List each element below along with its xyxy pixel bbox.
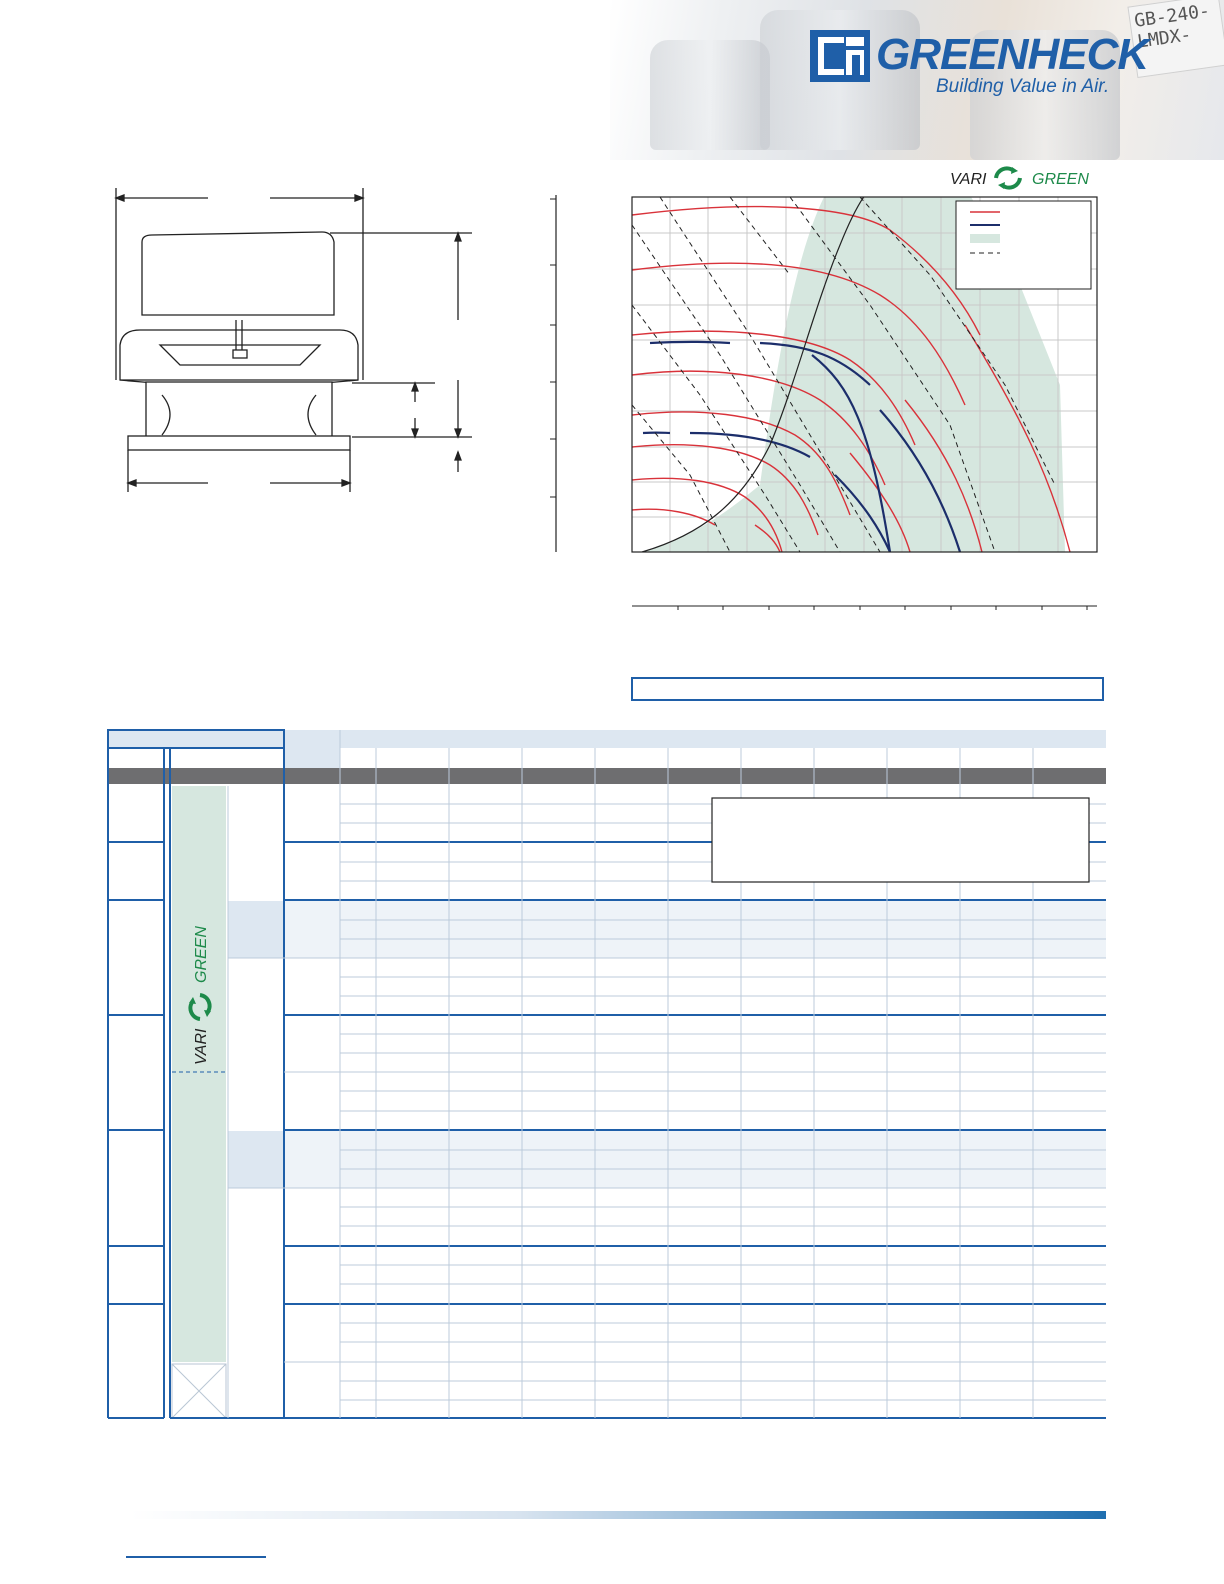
vari-green-vertical-logo [178, 920, 218, 1065]
shaded-subgroup-1 [228, 901, 284, 958]
shaded-row-group-1 [284, 901, 1106, 958]
table-header-left [108, 730, 284, 748]
vari-green-column [172, 786, 226, 1362]
vari-green-vertical-arrows-icon [189, 995, 211, 1019]
table-dark-band [108, 768, 1106, 784]
vari-text: VARI [950, 171, 987, 188]
brand-name: GREENHECK [876, 30, 1149, 79]
vari-vertical-text: VARI [193, 1028, 210, 1065]
footer-rule [126, 1556, 266, 1558]
table-note-box [712, 798, 1089, 882]
footer-gradient-bar [130, 1511, 1106, 1519]
green-vertical-text: GREEN [193, 926, 210, 983]
green-text: GREEN [1032, 171, 1089, 188]
shaded-subgroup-2 [228, 1131, 284, 1188]
shaded-row-group-2 [284, 1131, 1106, 1188]
table-header-mid [284, 730, 340, 768]
table-row-lines [228, 804, 1106, 1400]
table-header-span [340, 730, 1106, 748]
brand-tagline: Building Value in Air. [936, 76, 1110, 97]
product-label-text: GB-240-LMDX- [1133, 0, 1212, 53]
